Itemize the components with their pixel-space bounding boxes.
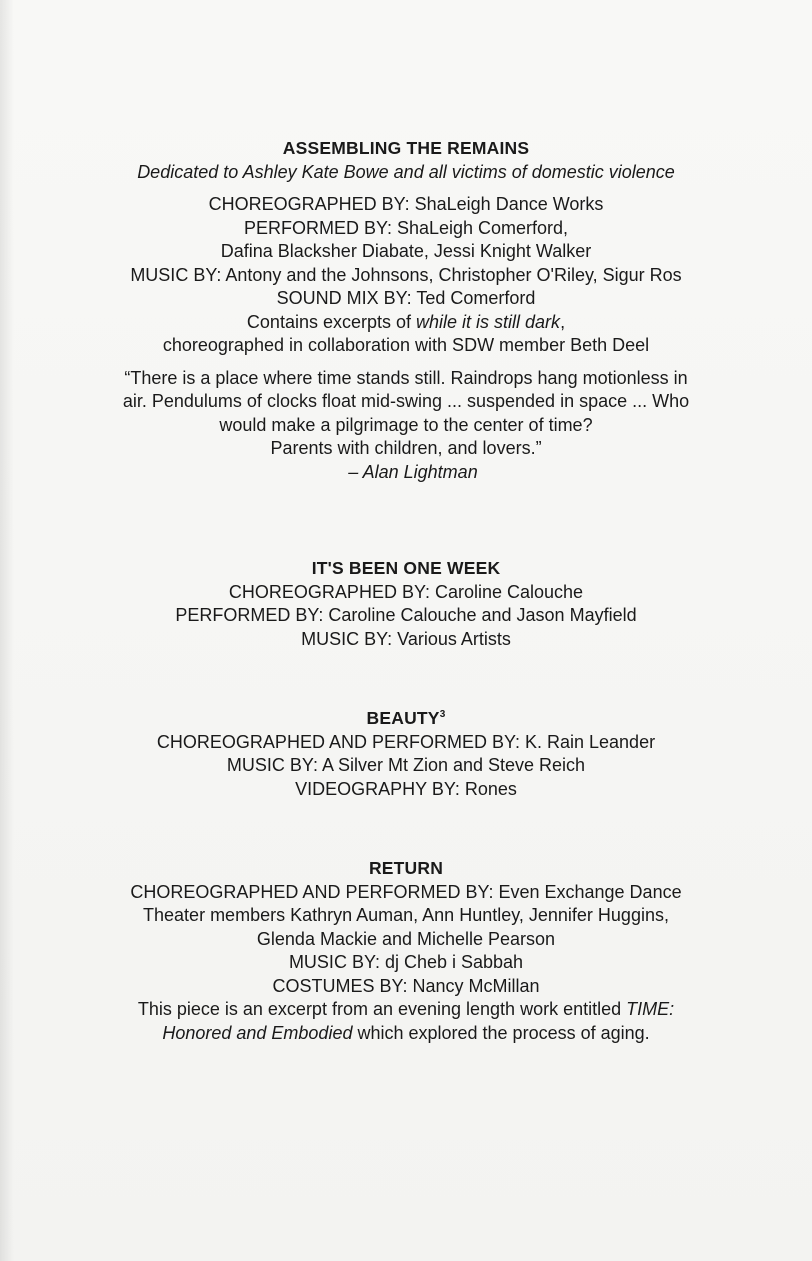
piece-title bbox=[40, 707, 772, 731]
performers: Glenda Mackie and Michelle Pearson bbox=[256, 928, 556, 949]
videography-by: VIDEOGRAPHY BY: Rones bbox=[295, 778, 517, 799]
excerpt-title: while it is still dark bbox=[416, 311, 561, 332]
performers: Dafina Blacksher Diabate, Jessi Knight Walker bbox=[220, 241, 592, 261]
piece-assembling-the-remains bbox=[40, 137, 772, 484]
piece-title: RETURN bbox=[368, 858, 444, 878]
excerpt-prefix: Contains excerpts of bbox=[246, 311, 417, 332]
performed-by: PERFORMED BY: ShaLeigh Comerford, bbox=[243, 217, 569, 238]
piece-beauty bbox=[40, 707, 772, 801]
choreographed-performed-by: CHOREOGRAPHED AND PERFORMED BY: K. Rain Leander bbox=[156, 731, 656, 752]
page-edge-shadow bbox=[0, 0, 14, 1261]
music-by: MUSIC BY: dj Cheb i Sabbah bbox=[288, 952, 524, 972]
quote-line: Parents with children, and lovers.” bbox=[270, 438, 542, 458]
excerpt-note bbox=[40, 311, 772, 335]
piece-title: ASSEMBLING THE REMAINS bbox=[282, 138, 530, 158]
costumes-by: COSTUMES BY: Nancy McMillan bbox=[272, 975, 540, 996]
piece-title-text: BEAUTY bbox=[366, 708, 440, 728]
music-by: MUSIC BY: A Silver Mt Zion and Steve Reich bbox=[226, 755, 586, 775]
piece-title: IT'S BEEN ONE WEEK bbox=[311, 558, 501, 578]
excerpt-note bbox=[40, 998, 772, 1022]
note-prefix: This piece is an excerpt from an evening length work entitled bbox=[137, 999, 627, 1019]
piece-return bbox=[40, 857, 772, 1045]
choreographed-performed-by: CHOREOGRAPHED AND PERFORMED BY: Even Exchange Dance bbox=[130, 881, 682, 902]
music-by: MUSIC BY: Antony and the Johnsons, Christopher O'Riley, Sigur Ros bbox=[130, 264, 682, 285]
quote-line: would make a pilgrimage to the center of time? bbox=[219, 414, 593, 435]
note-work-title: TIME: bbox=[626, 999, 675, 1019]
note-suffix: which explored the process of aging. bbox=[352, 1022, 650, 1043]
music-by: MUSIC BY: Various Artists bbox=[301, 628, 511, 649]
sound-mix-by: SOUND MIX BY: Ted Comerford bbox=[276, 288, 536, 308]
note-work-title-cont: Honored and Embodied bbox=[162, 1022, 353, 1043]
excerpt-note-cont bbox=[40, 1022, 772, 1046]
piece-its-been-one-week bbox=[40, 557, 772, 651]
collaboration-note: choreographed in collaboration with SDW member Beth Deel bbox=[162, 335, 650, 355]
piece-title-superscript: 3 bbox=[439, 709, 446, 721]
choreographed-by: CHOREOGRAPHED BY: Caroline Calouche bbox=[228, 581, 584, 602]
quote-author: – Alan Lightman bbox=[348, 461, 478, 482]
choreographed-by: CHOREOGRAPHED BY: ShaLeigh Dance Works bbox=[208, 194, 604, 214]
performers: Theater members Kathryn Auman, Ann Huntley, Jennifer Huggins, bbox=[143, 905, 669, 925]
performed-by: PERFORMED BY: Caroline Calouche and Jason Mayfield bbox=[175, 605, 637, 625]
quote-line: “There is a place where time stands still. Raindrops hang motionless in bbox=[124, 367, 688, 388]
excerpt-suffix: , bbox=[560, 311, 566, 332]
dedication: Dedicated to Ashley Kate Bowe and all victims of domestic violence bbox=[137, 161, 675, 182]
quote-line: air. Pendulums of clocks float mid-swing ... suspended in space ... Who bbox=[122, 391, 690, 411]
